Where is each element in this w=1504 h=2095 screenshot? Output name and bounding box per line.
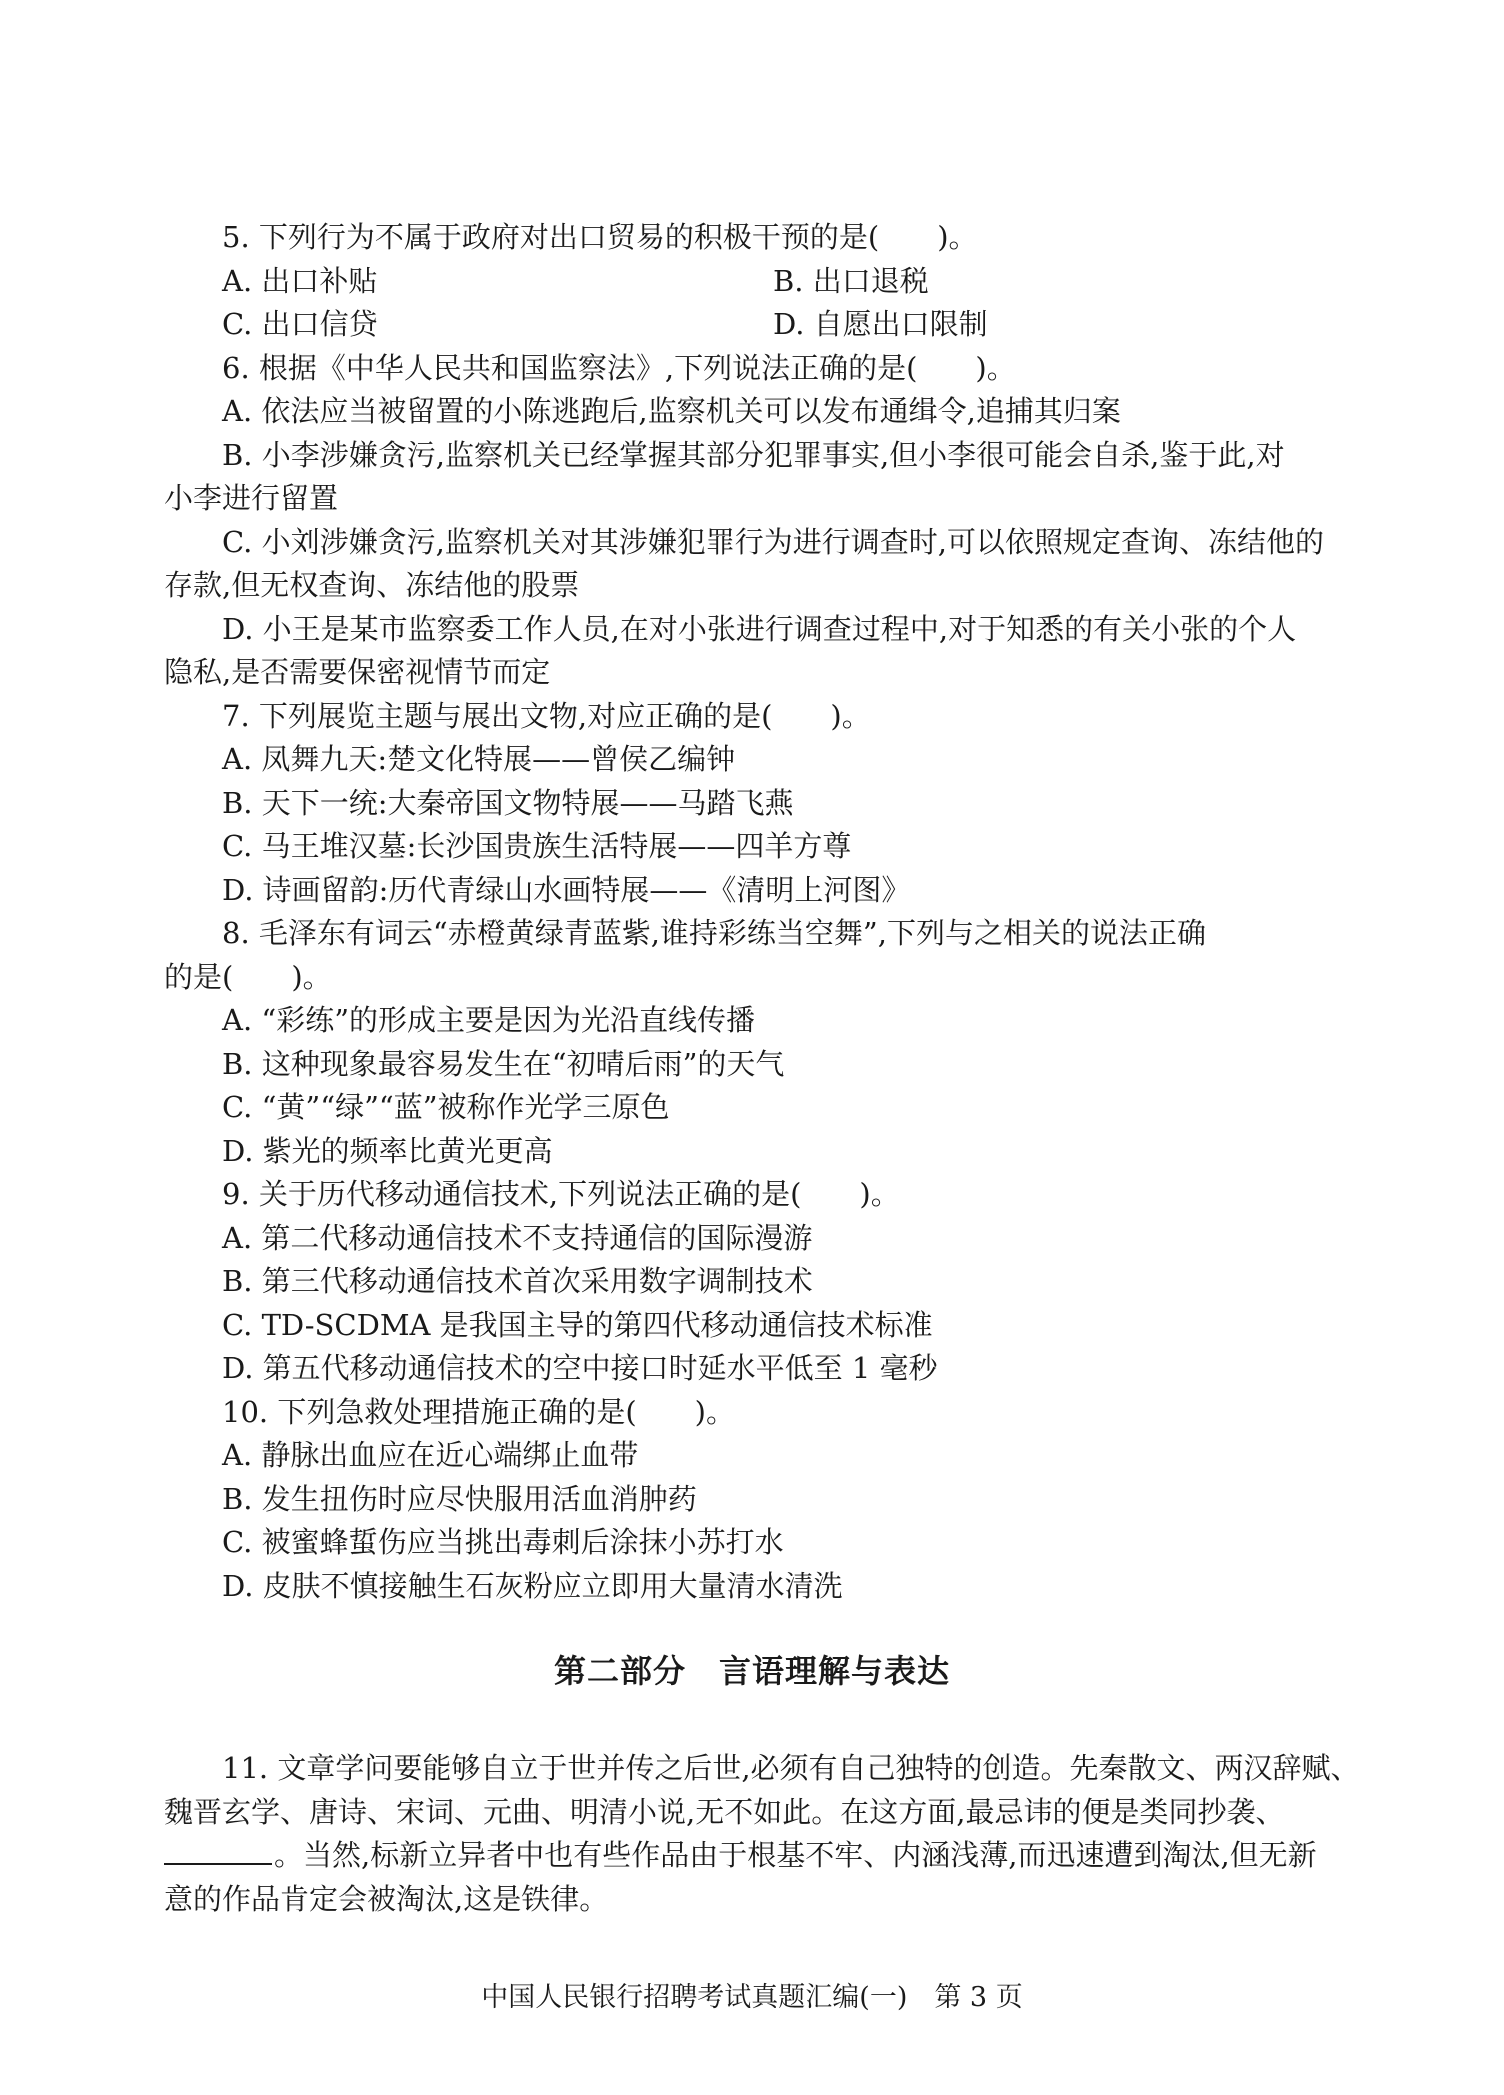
question-9-stem: 9. 关于历代移动通信技术,下列说法正确的是( )。 (222, 1177, 900, 1211)
option-b-continued: 小李进行留置 (164, 481, 339, 515)
question-5-stem: 5. 下列行为不属于政府对出口贸易的积极干预的是( )。 (222, 220, 978, 254)
option-b: B. 第三代移动通信技术首次采用数字调制技术 (222, 1264, 813, 1298)
question-11-line-3 (0, 1833, 1504, 1877)
question-5-options-row-1 (0, 259, 1504, 303)
option-d: D. 第五代移动通信技术的空中接口时延水平低至 1 毫秒 (222, 1351, 938, 1385)
option-a: A. 静脉出血应在近心端绑止血带 (222, 1438, 639, 1472)
option-c: C. 被蜜蜂蜇伤应当挑出毒刺后涂抹小苏打水 (222, 1525, 784, 1559)
option-d: D. 小王是某市监察委工作人员,在对小张进行调查过程中,对于知悉的有关小张的个人 (222, 612, 1297, 646)
question-10-stem: 10. 下列急救处理措施正确的是( )。 (222, 1395, 735, 1429)
option-d: D. 自愿出口限制 (773, 307, 988, 341)
question-8-stem-continued: 的是( )。 (164, 960, 332, 994)
question-11-line-1: 11. 文章学问要能够自立于世并传之后世,必须有自己独特的创造。先秦散文、两汉辞赋、 (222, 1751, 1360, 1785)
option-a: A. “彩练”的形成主要是因为光沿直线传播 (222, 1003, 756, 1037)
question-11-line-2: 魏晋玄学、唐诗、宋词、元曲、明清小说,无不如此。在这方面,最忌讳的便是类同抄袭、 (164, 1795, 1285, 1829)
option-c: C. 小刘涉嫌贪污,监察机关对其涉嫌犯罪行为进行调查时,可以依照规定查询、冻结他的 (222, 525, 1325, 559)
option-c: C. 马王堆汉墓:长沙国贵族生活特展——四羊方尊 (222, 829, 852, 863)
option-d-continued: 隐私,是否需要保密视情节而定 (164, 655, 551, 689)
option-b: B. 发生扭伤时应尽快服用活血消肿药 (222, 1482, 697, 1516)
option-c: C. “黄”“绿”“蓝”被称作光学三原色 (222, 1090, 670, 1124)
option-d: D. 紫光的频率比黄光更高 (222, 1134, 553, 1168)
question-7-stem: 7. 下列展览主题与展出文物,对应正确的是( )。 (222, 699, 871, 733)
section-heading: 第二部分 言语理解与表达 (553, 1652, 950, 1690)
option-a: A. 凤舞九天:楚文化特展——曾侯乙编钟 (222, 742, 736, 776)
option-a: A. 依法应当被留置的小陈逃跑后,监察机关可以发布通缉令,追捕其归案 (222, 394, 1121, 428)
question-11-line-4: 意的作品肯定会被淘汰,这是铁律。 (164, 1882, 609, 1916)
option-c: C. 出口信贷 (222, 307, 378, 341)
page-footer: 中国人民银行招聘考试真题汇编(一) 第 3 页 (481, 1982, 1023, 2013)
option-b: B. 小李涉嫌贪污,监察机关已经掌握其部分犯罪事实,但小李很可能会自杀,鉴于此,对 (222, 438, 1285, 472)
option-a: A. 第二代移动通信技术不支持通信的国际漫游 (222, 1221, 813, 1255)
option-b: B. 出口退税 (773, 264, 929, 298)
question-8-stem: 8. 毛泽东有词云“赤橙黄绿青蓝紫,谁持彩练当空舞”,下列与之相关的说法正确 (222, 916, 1206, 950)
fill-in-blank (164, 1833, 272, 1865)
option-d: D. 皮肤不慎接触生石灰粉应立即用大量清水清洗 (222, 1569, 843, 1603)
question-11-line-3-text: 。当然,标新立异者中也有些作品由于根基不牢、内涵浅薄,而迅速遭到淘汰,但无新 (274, 1838, 1317, 1872)
option-b: B. 这种现象最容易发生在“初晴后雨”的天气 (222, 1047, 785, 1081)
question-5-options-row-2 (0, 302, 1504, 346)
option-a: A. 出口补贴 (222, 264, 378, 298)
option-c-continued: 存款,但无权查询、冻结他的股票 (164, 568, 580, 602)
option-b: B. 天下一统:大秦帝国文物特展——马踏飞燕 (222, 786, 794, 820)
question-6-stem: 6. 根据《中华人民共和国监察法》,下列说法正确的是( )。 (222, 351, 1016, 385)
option-d: D. 诗画留韵:历代青绿山水画特展——《清明上河图》 (222, 873, 911, 907)
option-c: C. TD-SCDMA 是我国主导的第四代移动通信技术标准 (222, 1308, 933, 1342)
